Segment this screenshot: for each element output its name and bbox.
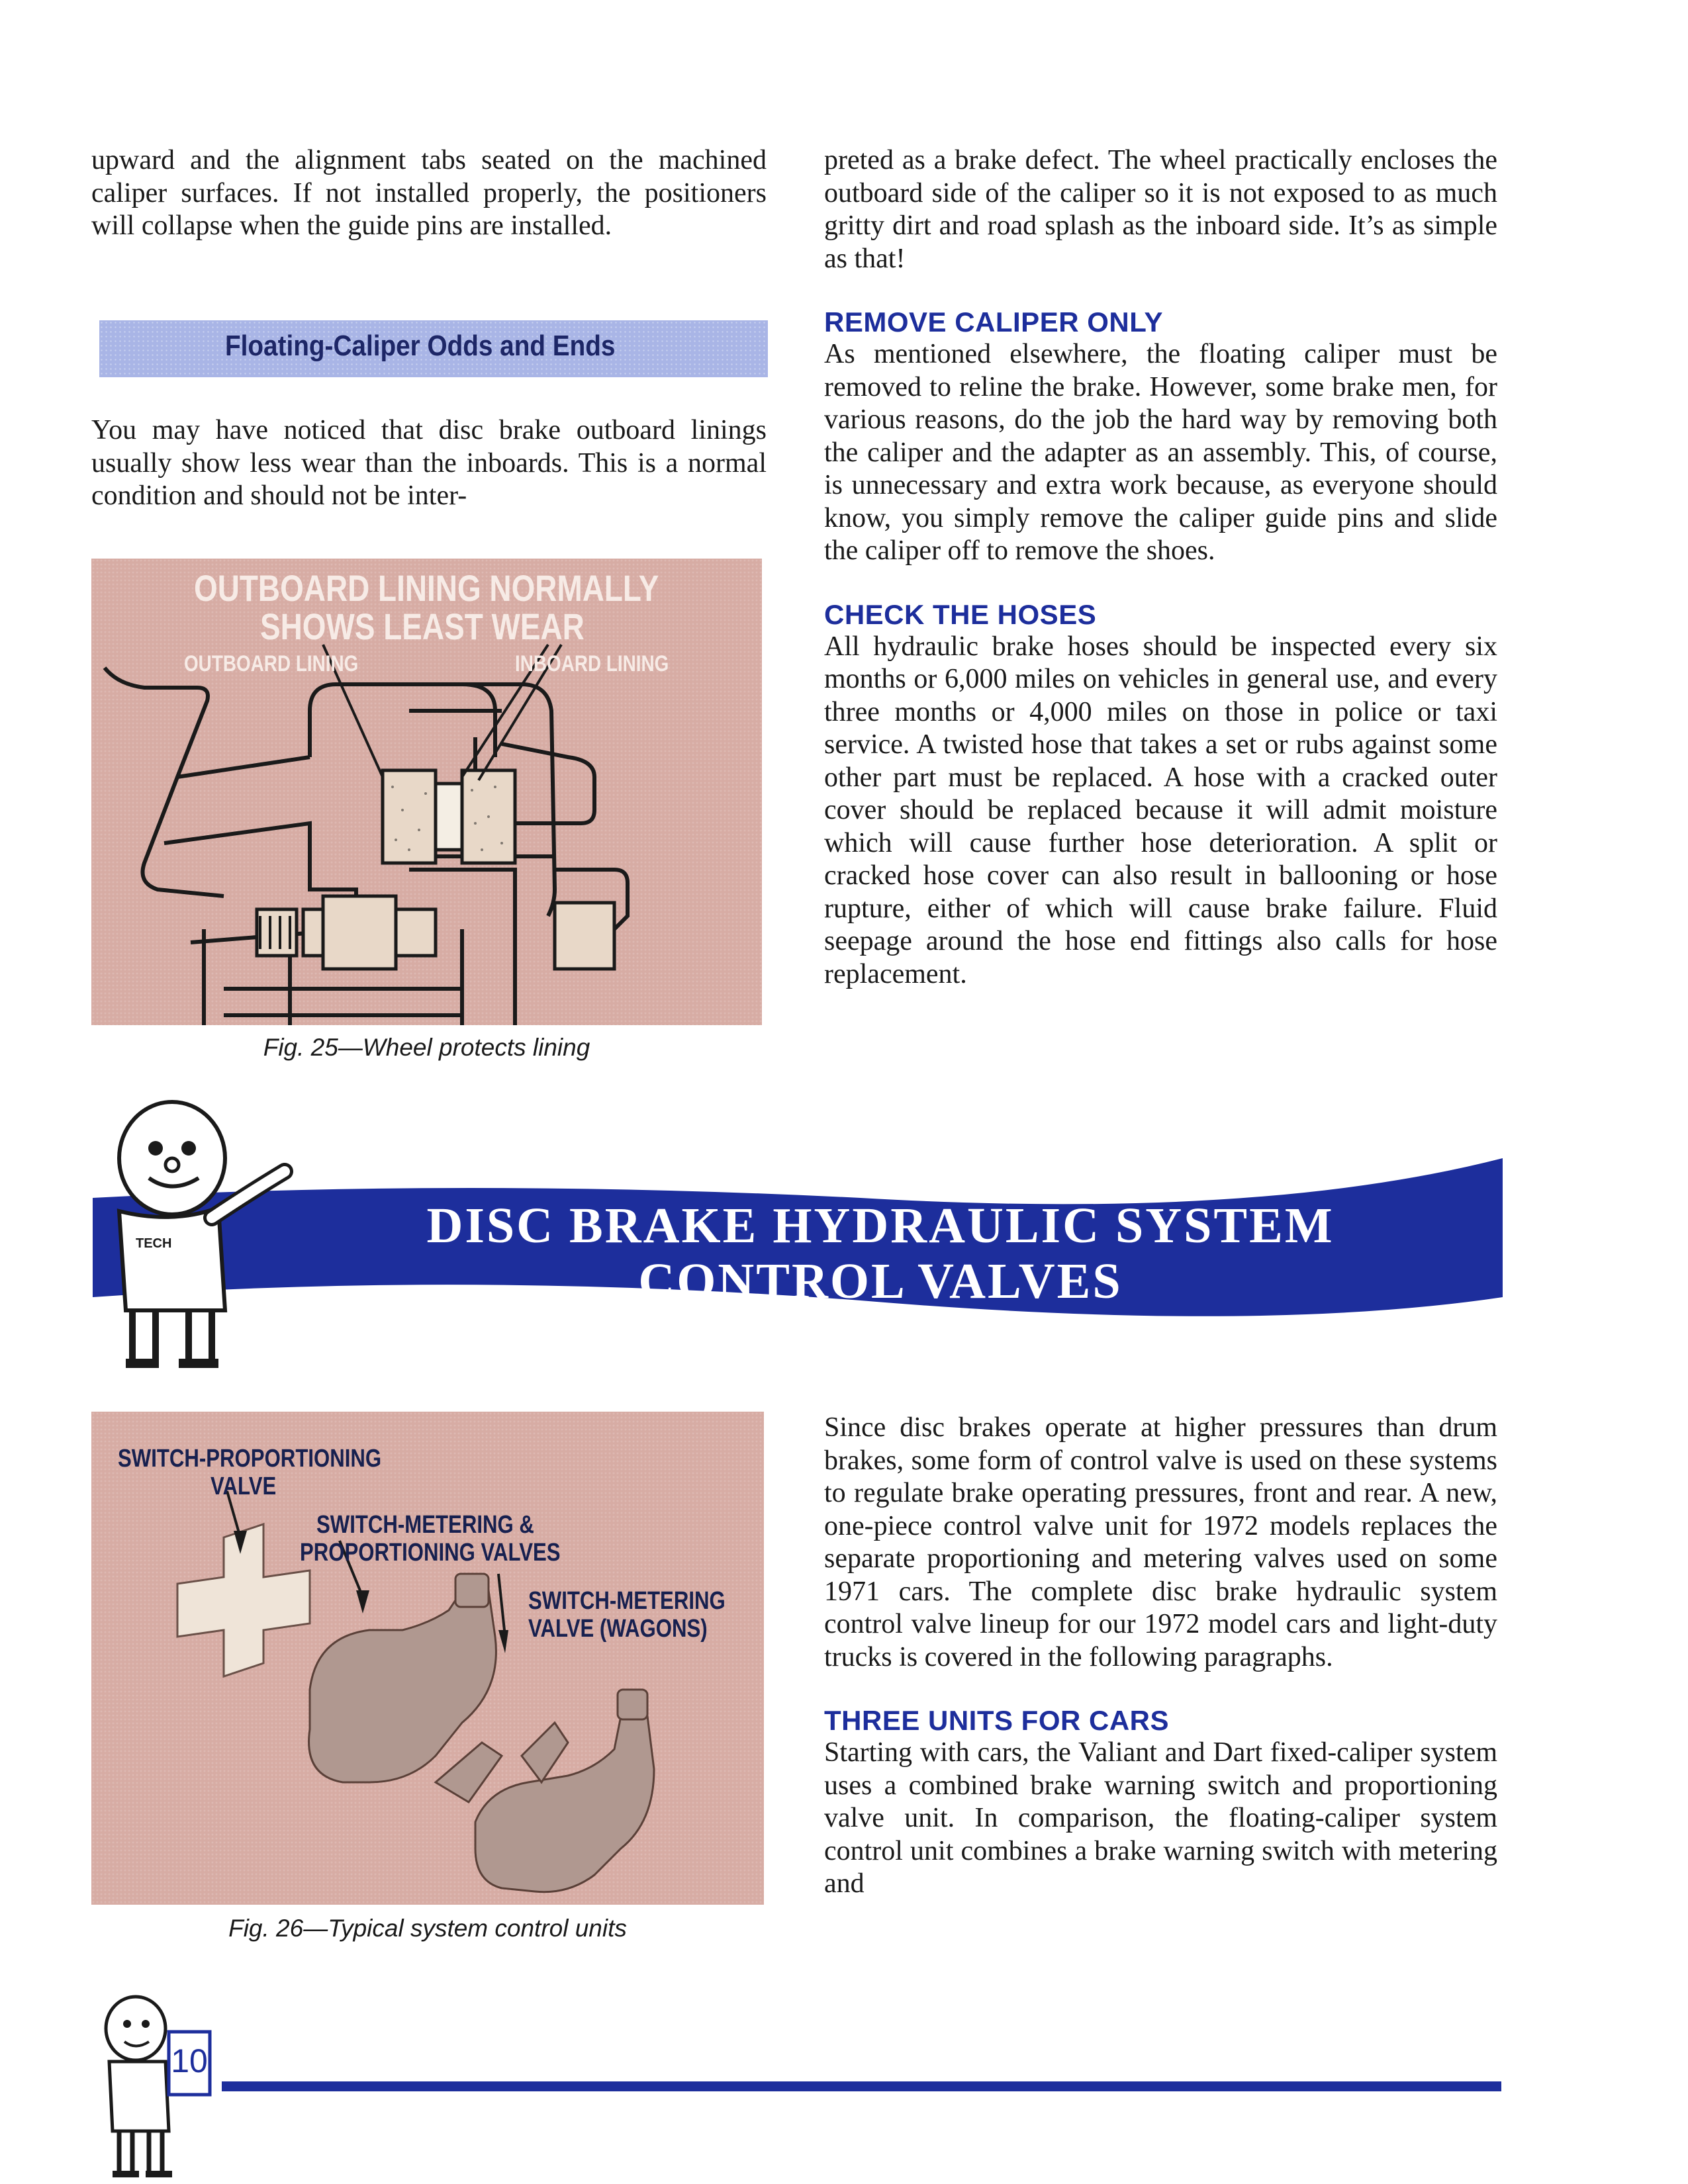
body-paragraph: As mentioned elsewhere, the floating caliper must be removed to reline the brake. However, some brake men, for various reasons, do the job the hard way by removing both the caliper and the adapter as an assembly. This, of course, is unnecessary and extra work because, as everyone should know, you simply remove the caliper guide pins and slide the caliper off to remove the shoes. [824, 339, 1497, 566]
body-paragraph: All hydraulic brake hoses should be inspected every six months or 6,000 miles on vehicles in general use, and every three months or 4,000 miles on those in police or taxi service. A twisted hose that takes a set or rubs against some other part must be replaced. A hose with a cracked outer cover should be replaced because it will admit moisture which will cause further hose deterioration. A split or cracked hose cover can also result in ballooning or hose rupture, either of which will cause brake failure. Fluid seepage around the hose end fittings also calls for hose replacement. [824, 631, 1497, 989]
banner-title-line2: CONTROL VALVES [638, 1253, 1123, 1309]
figure-25-title-line2: SHOWS LEAST WEAR [260, 606, 585, 647]
label-switch-metering-prop-2: PROPORTIONING VALVES [300, 1539, 561, 1567]
figure-25-illustration [91, 559, 762, 1025]
left-top-paragraph-block [91, 144, 767, 243]
body-paragraph: preted as a brake defect. The wheel practically encloses the outboard side of the caliper so it is not exposed to as much gritty dirt and road splash as the inboard side. It’s as simple as that! [824, 145, 1497, 274]
section-heading-three-units: THREE UNITS FOR CARS [824, 1705, 1170, 1736]
section-heading-check-hoses: CHECK THE HOSES [824, 598, 1097, 630]
footer-rule [222, 2081, 1501, 2091]
right-column-lower [824, 1412, 1497, 1901]
figure-26-caption: Fig. 26—Typical system control units [228, 1915, 627, 1942]
subhead-title: Floating-Caliper Odds and Ends [225, 330, 616, 362]
label-switch-proportioning-1: SWITCH-PROPORTIONING [118, 1445, 382, 1473]
figure-25-caption: Fig. 25—Wheel protects lining [263, 1034, 590, 1061]
body-paragraph: Starting with cars, the Valiant and Dart fixed-caliper system uses a combined brake warning switch and proportioning valve unit. In comparison, the floating-caliper system control unit combines a brake warning switch with metering and [824, 1737, 1497, 1899]
banner-title [311, 1198, 1450, 1309]
body-paragraph: upward and the alignment tabs seated on the machined caliper surfaces. If not installed properly, the positioners will collapse when the guide pins are installed. [91, 145, 767, 241]
body-paragraph: Since disc brakes operate at higher pressures than drum brakes, some form of control valve is used on these systems to regulate brake operating pressures, front and rear. A new, one-piece control valve unit for 1972 models replaces the separate proportioning and metering valves used on some 1971 cars. The complete disc brake hydraulic system control valve lineup for our 1972 model cars and light-duty trucks is covered in the following paragraphs. [824, 1412, 1497, 1672]
banner-title-line1: DISC BRAKE HYDRAULIC SYSTEM [426, 1198, 1335, 1253]
section-heading-remove-caliper: REMOVE CALIPER ONLY [824, 306, 1164, 338]
figure-26-photo [91, 1412, 764, 1905]
body-paragraph: You may have noticed that disc brake outboard linings usually show less wear than the inboards. This is a normal condition and should not be inter- [91, 415, 767, 511]
label-switch-metering-1: SWITCH-METERING [528, 1587, 726, 1615]
subhead-banner [99, 320, 768, 377]
label-switch-metering-prop-1: SWITCH-METERING & [316, 1511, 534, 1539]
figure-25-title-line1: OUTBOARD LINING NORMALLY [194, 567, 659, 609]
mascot-badge: TECH [136, 1236, 172, 1251]
label-outboard-lining: OUTBOARD LINING [184, 651, 359, 676]
right-column-upper [824, 144, 1497, 991]
page-number: 10 [171, 2042, 208, 2079]
left-mid-paragraph-block [91, 414, 767, 513]
label-inboard-lining: INBOARD LINING [515, 651, 669, 676]
control-valves-photo-drawing [91, 1412, 764, 1905]
label-switch-proportioning-2: VALVE [211, 1473, 277, 1500]
label-switch-metering-2: VALVE (WAGONS) [528, 1615, 708, 1643]
